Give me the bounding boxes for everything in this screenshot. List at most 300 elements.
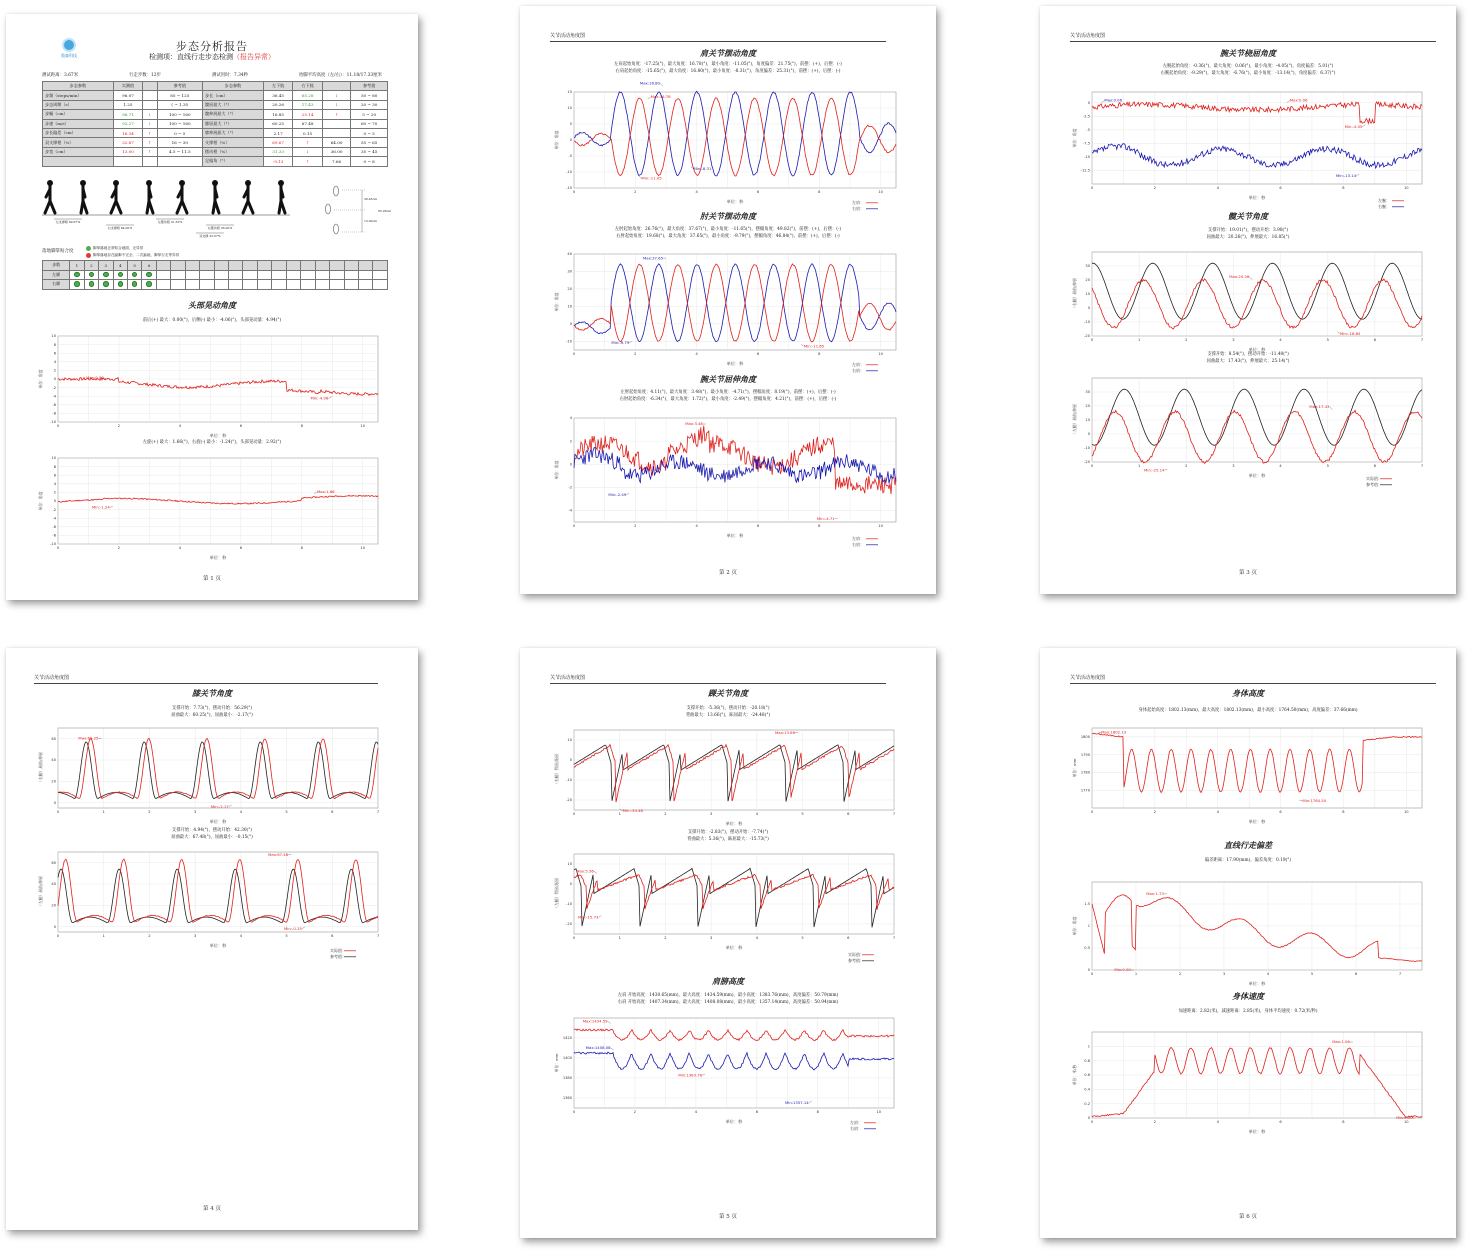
table-cell: 支撑相（%） (203, 138, 264, 147)
x-axis-label: 单位：秒 (726, 533, 744, 538)
y-tick-label: 40 (51, 882, 56, 887)
x-tick-label: 6 (239, 546, 243, 550)
annotation-label: Max:1802.13 (1101, 729, 1127, 735)
y-tick-label: 1790 (1080, 752, 1090, 757)
x-tick-label: 4 (178, 546, 182, 550)
table-cell: ↑ (293, 157, 322, 166)
x-tick-label: 7 (1420, 338, 1424, 342)
y-tick-label: -8 (52, 411, 56, 416)
svg-text:右摆动相 36.00%: 右摆动相 36.00% (207, 226, 233, 230)
report-page-2 (520, 6, 936, 594)
step-number: 3 (99, 261, 113, 271)
y-tick-label: 10 (1085, 292, 1090, 297)
green-dot-icon (118, 272, 124, 278)
footprint-cell (229, 270, 243, 280)
footprint-cell (257, 270, 271, 280)
table-cell: 1.25 (113, 100, 142, 109)
wrist-info: 左肘起始角度：4.11(°)，最大角度：3.48(°)，最小角度：-4.71(°)，摆幅角度：8.19(°)，前摆：(+)，后摆：(-) 右肘起始角度：-6.34(°)，最大角度：1.72(°)，最小角度：-2.49(°)，摆幅角度：4.21(°)，前摆：(+)，后摆：(-) (619, 390, 837, 402)
phase-label (54, 219, 82, 224)
table-cell: 17.43 (293, 100, 322, 109)
wrist-flex-chart (552, 412, 904, 547)
legend-entry: 右肩： (852, 542, 864, 547)
legend-entry: 实际值： (848, 952, 864, 957)
x-tick-label: 5 (1326, 464, 1329, 468)
y-tick-label: 0.2 (1084, 1101, 1090, 1106)
table-row (43, 100, 388, 109)
table-cell: ↑ (143, 138, 157, 147)
walker-silhouette-icon (177, 180, 187, 213)
y-tick-label: 0 (569, 322, 572, 327)
y-axis-label: 单位：角度 (38, 369, 43, 389)
annotation-label: Min:-9.79 (611, 340, 630, 346)
table-cell: 步态周期（s） (43, 100, 114, 109)
table-cell: 16.85 (263, 110, 292, 119)
x-tick-label: 4 (1216, 186, 1219, 190)
table-cell: 96.71 (113, 110, 142, 119)
table-cell: -9.13 (263, 157, 292, 166)
y-tick-label: 6 (53, 473, 56, 478)
table-row (43, 110, 388, 119)
x-tick-label: 10 (878, 524, 883, 528)
table-cell: 55 ~ 65 (351, 138, 388, 147)
phase-label (196, 233, 224, 238)
footprint-cell (113, 280, 127, 290)
table-header-cell: 参考值 (157, 82, 202, 91)
table-header-cell (143, 82, 157, 91)
annotation-label: Max:3.48 (685, 421, 703, 427)
y-tick-label: 10 (51, 456, 56, 461)
table-cell: 64.00 (322, 138, 351, 147)
annotation-label: Min:-24.48 (622, 808, 643, 814)
phase-label (206, 225, 234, 230)
x-tick-label: 6 (1279, 810, 1282, 814)
table-cell: 60 ~ 70 (351, 119, 388, 128)
footprint-cell (272, 280, 286, 290)
y-axis-label: 单位：角度 (554, 292, 559, 312)
x-tick-label: 8 (1342, 810, 1345, 814)
table-cell: 步频（steps/min） (43, 91, 114, 100)
hip-info-right: 支撑开始：19.01(°)，摆动开始：3.98(°) 屈曲最大：20.26(°)，伸展最大：16.85(°) (1206, 228, 1290, 240)
x-tick-label: 2 (634, 524, 637, 528)
head-info-1: 前后(+) 最大：0.00(°)，后侧(-) 最小：-4.06(°)，头部晃动量：4.94(°) (142, 318, 282, 323)
annotation-label: Min:-15.73 (578, 914, 599, 920)
step-number (200, 261, 214, 271)
table-cell (143, 91, 157, 100)
head-sway-chart-1 (36, 330, 386, 436)
y-tick-label: 0 (1087, 306, 1090, 311)
annotation-label: Min:-4.71 (816, 515, 835, 521)
walker-silhouette-icon (243, 180, 253, 213)
x-tick-label: 4 (1279, 338, 1282, 342)
x-tick-label: 0 (1090, 810, 1094, 814)
y-tick-label: -8 (52, 533, 56, 538)
step-number: 1 (70, 261, 84, 271)
footprint-cell (84, 270, 98, 280)
green-dot-icon (103, 281, 109, 287)
annotation-label: Min:-16.85 (1340, 330, 1361, 336)
y-tick-label: -10 (50, 542, 56, 547)
step-number (229, 261, 243, 271)
page-header-text: 关节活动角度图 (1070, 33, 1106, 39)
ankle-chart-title: 踝关节角度 (708, 688, 748, 698)
x-tick-label: 5 (1310, 972, 1314, 976)
hip-angle-chart-left (1070, 372, 1430, 476)
annotation-label: Min:-1.24 (92, 504, 110, 510)
footprint-cell (315, 280, 329, 290)
table-cell: 31.33 (263, 147, 292, 156)
y-tick-label: 1800 (1080, 735, 1090, 740)
ankle-info-left: 支撑开始：-2.83(°)，摆动开始：-7.74(°) 背曲最大：5.36(°)，跖屈最大：-15.73(°) (687, 830, 769, 842)
knee-angle-chart-right (36, 722, 386, 822)
x-tick-label: 2 (1153, 186, 1157, 190)
step-number (243, 261, 257, 271)
y-tick-label: 60 (51, 860, 56, 865)
table-cell: 16 ~ 30 (157, 138, 202, 147)
table-cell: 步长（cm） (203, 91, 264, 100)
red-dot-icon (86, 253, 91, 258)
page-header-text: 关节活动角度图 (1070, 675, 1106, 681)
table-cell: 步速（m/s） (43, 119, 114, 128)
test-item: 检测项：直线行走步态检测 (149, 53, 233, 61)
y-tick-label: 20 (51, 779, 56, 784)
table-header-cell: 实测值 (113, 82, 142, 91)
table-cell: 67.48 (293, 119, 322, 128)
test-meta (42, 72, 382, 78)
legend-entry: 右腕： (1378, 204, 1390, 209)
hip-chart-title: 髋关节角度 (1228, 211, 1268, 221)
y-axis-label: （左腿）背屈/跖屈 (554, 878, 559, 910)
x-tick-label: 2 (634, 352, 637, 356)
annotation-label: Min:-4.06 (310, 395, 329, 401)
x-tick-label: 10 (360, 424, 366, 428)
y-tick-label: 0 (53, 800, 56, 805)
y-tick-label: 10 (567, 738, 572, 743)
y-tick-label: -5 (568, 154, 572, 159)
legend-actual-ref (842, 948, 902, 964)
annotation-label: Max:17.43 (1309, 403, 1330, 409)
table-cell: 膝屈最大（°） (203, 119, 264, 128)
legend-entry: 参考值： (1366, 482, 1382, 487)
green-dot-icon (74, 281, 80, 287)
table-cell: 0 ~ 8 (351, 157, 388, 166)
y-tick-label: 0 (1087, 432, 1090, 437)
table-cell: ↓ (143, 119, 157, 128)
annotation-label: Max:37.65 (643, 255, 663, 261)
annotation-label: Min:1383.76 (678, 1072, 703, 1078)
table-cell: 85 ~ 125 (157, 91, 202, 100)
y-tick-label: -10 (1084, 155, 1090, 160)
y-tick-label: -2 (52, 385, 56, 390)
legend-entry: 左肩： (852, 536, 864, 541)
x-tick-label: 2 (148, 810, 151, 814)
footprint-row-label: 左脚 (43, 270, 70, 280)
footprint-notes (86, 245, 179, 259)
y-tick-label: 1380 (562, 1076, 572, 1081)
legend-entry: 右肩： (852, 206, 864, 211)
step-number (286, 261, 300, 271)
page-header (550, 674, 886, 684)
y-tick-label: -7.5 (1082, 141, 1090, 146)
x-tick-label: 6 (755, 1110, 759, 1114)
speed-info: 加速距离：2.82(米)，减速距离：2.85(米)，身体平均速度：0.72(米/秒) (1178, 1009, 1318, 1014)
annotation-label: Max:1408.08 (585, 1045, 611, 1051)
table-cell: 0.15 (293, 128, 322, 137)
page-number: 第 2 页 (719, 570, 737, 576)
walker-silhouette-icon (45, 180, 55, 213)
x-axis-label: 单位：秒 (1248, 347, 1266, 352)
shoulder-chart-title: 肩关节摆动角度 (700, 48, 756, 58)
y-axis-label: 单位：米/秒 (1072, 1064, 1077, 1086)
x-tick-label: 7 (1420, 464, 1424, 468)
walker-silhouette-icon (212, 180, 219, 213)
table-cell: 2.17 (263, 128, 292, 137)
logo-text: 奥森科技 (61, 53, 77, 58)
hip-info-left: 支撑开始：8.54(°)，摆动开始：-11.40(°) 屈曲最大：17.43(°)，伸展最大：25.14(°) (1206, 352, 1290, 364)
table-cell: 36.00 (322, 147, 351, 156)
x-tick-label: 4 (695, 190, 698, 194)
x-axis-label: 单位：秒 (726, 199, 744, 204)
shoulder-height-info: 左肩 开始高度：1430.65(mm)，最大高度：1434.59(mm)，最小高度：1383.76(mm)，高度偏差：50.79(mm) 右肩 开始高度：1407.34(mm)，最大高度：1408.08(mm)，最小高度：1357.14(mm)，高度偏差：50.94(mm) (617, 993, 839, 1005)
y-tick-label: 10 (567, 862, 572, 867)
step-number (257, 261, 271, 271)
y-tick-label: -10 (566, 170, 572, 175)
table-cell: 25.14 (293, 110, 322, 119)
y-tick-label: 8 (53, 464, 56, 469)
report-page-1 (6, 14, 418, 600)
x-tick-label: 8 (300, 424, 303, 428)
x-tick-label: 1 (618, 812, 621, 816)
table-header-cell: 右下肢 (293, 82, 322, 91)
x-tick-label: 6 (756, 524, 760, 528)
x-tick-label: 0 (1090, 1120, 1094, 1124)
page-number: 第 6 页 (1239, 1214, 1257, 1220)
footprint-cell (171, 270, 185, 280)
footprint-row-label: 步数 (43, 261, 70, 271)
elbow-chart-title: 肘关节摆动角度 (700, 211, 756, 221)
footprint-cell (142, 280, 156, 290)
footprint-cell (70, 280, 84, 290)
x-tick-label: 7 (1398, 972, 1402, 976)
body-height-title: 身体高度 (1232, 688, 1264, 698)
table-cell (143, 100, 157, 109)
y-tick-label: 0.4 (1084, 1087, 1090, 1092)
x-tick-label: 6 (847, 812, 850, 816)
shoulder-swing-chart (552, 80, 904, 211)
legend-entry: 实际值： (1366, 476, 1382, 481)
annotation-label: Min:-2.49 (608, 492, 627, 498)
phase-label (156, 219, 184, 224)
x-tick-label: 0 (1090, 186, 1094, 190)
table-row (43, 128, 388, 137)
table-cell (322, 128, 351, 137)
x-tick-label: 0 (572, 524, 576, 528)
y-tick-label: 1 (1087, 1044, 1090, 1049)
x-tick-label: 7 (376, 810, 380, 814)
green-dot-icon (146, 272, 152, 278)
table-cell: 69.67 (263, 138, 292, 147)
table-header-cell: 参考值 (351, 82, 388, 91)
y-tick-label: -10 (1084, 320, 1090, 325)
y-tick-label: 0.8 (1084, 1058, 1090, 1063)
y-tick-label: 15 (567, 90, 572, 95)
y-tick-label: -2.5 (1082, 114, 1090, 119)
ankle-angle-chart-right (552, 724, 902, 824)
x-tick-label: 4 (755, 936, 759, 940)
shoulder-height-title: 肩膀高度 (712, 976, 744, 986)
x-tick-label: 6 (1279, 1120, 1282, 1124)
y-tick-label: 30 (567, 269, 572, 274)
legend-entry: 实际值： (330, 948, 346, 953)
step-number (358, 261, 372, 271)
y-axis-label: （右腿）背屈/跖屈 (554, 754, 559, 786)
x-tick-label: 3 (1232, 464, 1235, 468)
knee-chart-title: 膝关节角度 (192, 688, 232, 698)
speed-title: 身体速度 (1232, 991, 1264, 1001)
legend-entry: 左肩： (852, 200, 864, 205)
step-number (373, 261, 388, 271)
y-tick-label: -10 (50, 420, 56, 425)
x-tick-label: 8 (1342, 1120, 1345, 1124)
table-header-cell (322, 82, 351, 91)
x-tick-label: 2 (633, 1110, 637, 1114)
wrist-radial-info: 左腕起始角度：-0.36(°)，最大角度：0.06(°)，最小角度：-4.05(°)，角度偏差：5.01(°) 右腕起始角度：-9.29(°)，最大角度：-6.76(°)，最小角度：-13.14(°)，角度偏差：6.37(°) (1160, 64, 1336, 76)
page-header-text: 关节活动角度图 (34, 675, 70, 681)
y-tick-label: 20 (567, 287, 572, 292)
x-tick-label: 6 (1373, 338, 1377, 342)
y-tick-label: 0 (53, 377, 56, 382)
x-tick-label: 7 (376, 934, 380, 938)
footprint-cell (344, 270, 358, 280)
y-tick-label: 0 (569, 882, 572, 887)
x-tick-label: 0 (1090, 338, 1094, 342)
y-tick-label: 1360 (562, 1096, 572, 1101)
x-tick-label: 2 (1185, 338, 1188, 342)
y-tick-label: -5 (1086, 128, 1090, 133)
table-cell: 50 ~ 80 (351, 91, 388, 100)
annotation-leader (1164, 469, 1167, 470)
note-normal: 脚掌落地正常贴合地面，无异常 (93, 246, 144, 250)
step-number (330, 261, 344, 271)
green-dot-icon (89, 272, 95, 278)
green-dot-icon (86, 246, 91, 251)
walker-silhouette-icon (111, 180, 121, 213)
y-tick-label: 5 (569, 122, 572, 127)
table-cell: 5 ~ 20 (351, 110, 388, 119)
note-abnormal: 脚掌落地存在踮脚不完全、二次踮地、脚掌行走等异常 (93, 253, 180, 257)
knee-info-left: 支撑开始：4.94(°)，摆动开始：42.30(°) 屈曲最大：67.48(°)，屈曲最小：-0.15(°) (171, 828, 253, 840)
legend-entry: 左腕： (1378, 198, 1390, 203)
x-tick-label: 4 (1216, 810, 1219, 814)
annotation-label: Min:0.00 (1114, 967, 1131, 973)
x-axis-label: 单位：秒 (209, 819, 227, 824)
x-tick-label: 1 (102, 934, 105, 938)
y-tick-label: -4 (568, 508, 572, 513)
svg-text:双支撑 32.67%: 双支撑 32.67% (199, 234, 221, 238)
page-header-text: 关节活动角度图 (550, 33, 586, 39)
table-row (43, 119, 388, 128)
annotation-label: Max:1.06 (1332, 1039, 1350, 1045)
x-tick-label: 1 (1137, 338, 1141, 342)
annotation-label: Max:1434.59 (582, 1018, 608, 1024)
x-tick-label: 2 (1178, 972, 1182, 976)
abnormal-flag: （报告异常） (233, 53, 275, 61)
step-number (301, 261, 315, 271)
y-tick-label: 8 (53, 342, 56, 347)
footprint-cell (373, 280, 388, 290)
green-dot-icon (132, 272, 138, 278)
annotation-label: Min:-11.65 (803, 343, 825, 349)
footprint-cell (330, 280, 344, 290)
step-number: 4 (113, 261, 127, 271)
shoulder-height-chart (552, 1012, 902, 1131)
knee-info-right: 支撑开始：7.73(°)，摆动开始：56.29(°) 屈曲最大：60.25(°)，屈曲最小：-2.17(°) (171, 706, 253, 718)
legend-entry: 参考值： (330, 954, 346, 959)
x-axis-label: 单位：秒 (1248, 981, 1266, 986)
svg-text:左摆动相 31.33%: 左摆动相 31.33% (157, 220, 183, 224)
x-tick-label: 5 (801, 936, 804, 940)
x-tick-label: 4 (695, 352, 698, 356)
x-tick-label: 0 (572, 352, 576, 356)
y-tick-label: 20 (1085, 278, 1090, 283)
wrist-chart-title: 腕关节屈伸角度 (700, 374, 756, 384)
x-axis-label: 单位：秒 (725, 945, 743, 950)
footprint-cell (272, 270, 286, 280)
green-dot-icon (89, 281, 95, 287)
x-tick-label: 5 (801, 812, 804, 816)
x-tick-label: 10 (878, 352, 883, 356)
y-tick-label: 60 (51, 736, 56, 741)
ankle-info-right: 支撑开始：-5.36(°)，摆动开始：-20.18(°) 背曲最大：13.66(°)，跖屈最大：-24.48(°) (685, 706, 771, 718)
table-cell: 13.00 (113, 147, 142, 156)
footprint-cell (84, 280, 98, 290)
x-tick-label: 10 (1403, 1120, 1409, 1124)
y-tick-label: 30 (1085, 390, 1090, 395)
green-dot-icon (146, 281, 152, 287)
page-header (1070, 32, 1436, 42)
y-tick-label: -6 (52, 403, 56, 407)
x-tick-label: 5 (285, 934, 288, 938)
x-tick-label: 2 (664, 936, 667, 940)
table-cell: 4.5 ~ 11.5 (157, 147, 202, 156)
y-tick-label: 0 (53, 499, 56, 504)
table-header-cell: 左下肢 (263, 82, 292, 91)
footprint-cell (200, 280, 214, 290)
footprint-cell (358, 280, 372, 290)
report-title: 步态分析报告 (176, 40, 248, 53)
footprint-diagram (322, 180, 392, 240)
step-number (156, 261, 170, 271)
x-tick-label: 8 (818, 190, 821, 194)
step-number (315, 261, 329, 271)
y-tick-label: 2 (53, 368, 56, 373)
plot-area (574, 730, 894, 810)
y-axis-label: 单位：角度 (554, 130, 559, 150)
page-number: 第 5 页 (719, 1214, 737, 1220)
y-tick-label: 30 (1085, 264, 1090, 269)
y-tick-label: -10 (566, 902, 572, 907)
x-tick-label: 2 (1153, 810, 1157, 814)
wrist-radial-chart (1070, 86, 1430, 209)
footprint-cell (99, 270, 113, 280)
legend-entry: 右肩： (850, 1126, 862, 1131)
y-tick-label: 1770 (1080, 788, 1090, 793)
plot-area (574, 418, 896, 522)
x-tick-label: 2 (117, 546, 121, 550)
y-tick-label: 4 (53, 482, 56, 486)
table-header-cell: 步态参数 (203, 82, 264, 91)
footprint-row-label: 右脚 (43, 280, 70, 290)
legend-actual-ref (324, 944, 384, 960)
